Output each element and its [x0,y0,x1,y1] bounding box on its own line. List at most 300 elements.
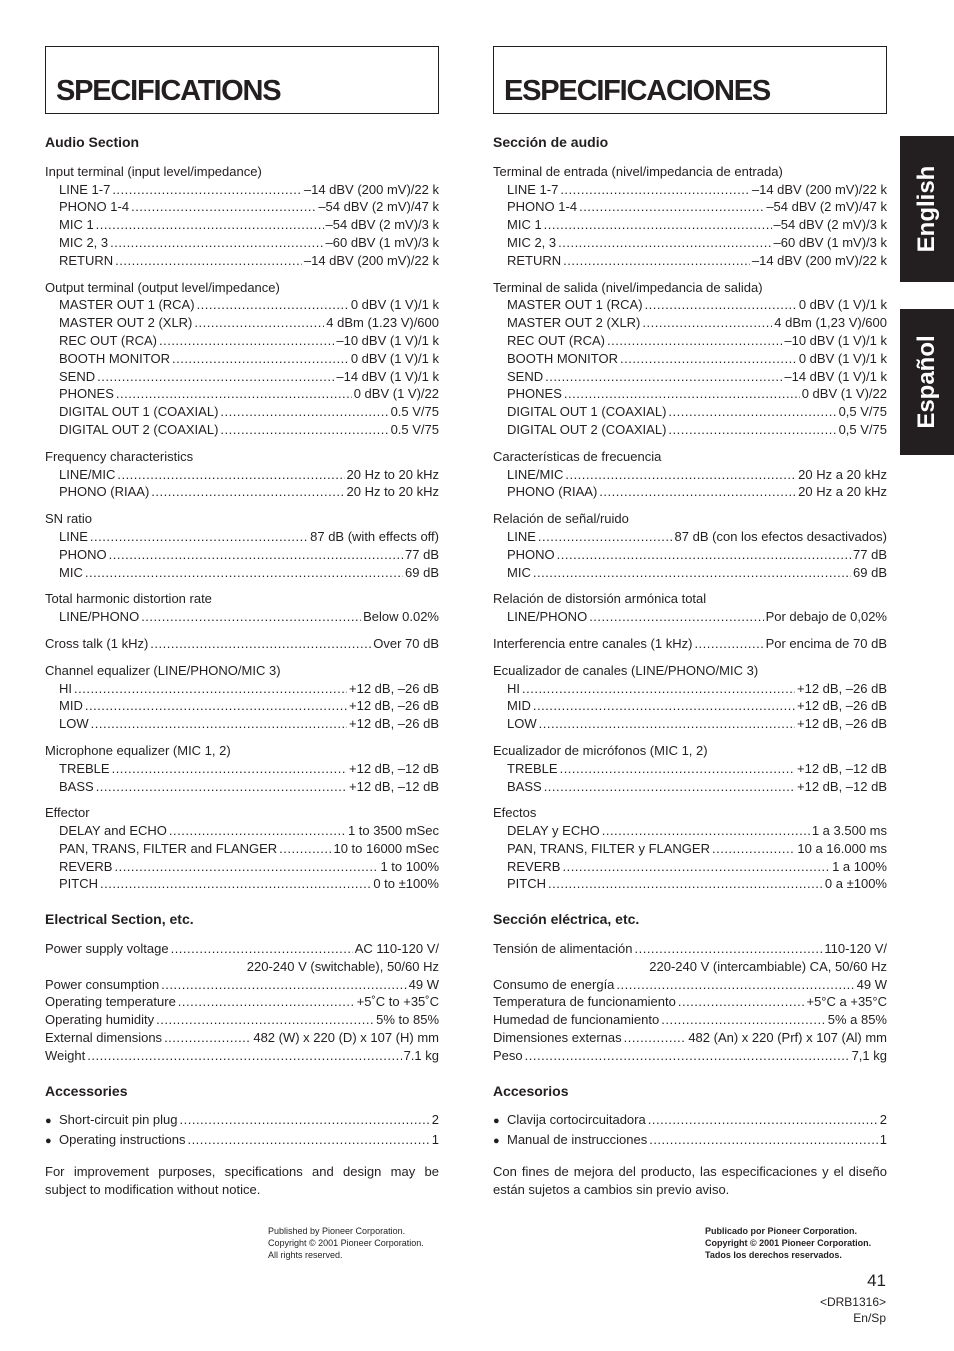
spec-label: DIGITAL OUT 1 (COAXIAL) [59,404,219,420]
spec-label: SEND [59,368,96,384]
spec-label: Clavija cortocircuitadora [507,1112,646,1128]
spec-row [45,181,439,199]
accessory-row [45,1111,439,1131]
group-heading: Output terminal (output level/impedance) [45,279,280,295]
spec-value: 77 dB [405,546,439,562]
section-heading: Electrical Section, etc. [45,911,194,928]
spec-value: –60 dBV (1 mV)/3 k [773,234,887,250]
publisher-note [705,1225,871,1261]
leader-dots [100,875,371,893]
spec-row [45,822,439,840]
spec-value: +12 dB, –26 dB [349,680,439,696]
spec-row [45,1029,439,1047]
spec-label: MASTER OUT 2 (XLR) [59,315,193,331]
spec-label: DIGITAL OUT 2 (COAXIAL) [507,421,667,437]
spec-label: REC OUT (RCA) [59,332,157,348]
section-heading: Accesorios [493,1082,569,1099]
spec-group [45,635,439,653]
spec-label: SEND [507,368,544,384]
bullet-icon: ● [493,1135,500,1148]
spec-group [493,635,887,653]
spec-value: +12 dB, –26 dB [349,698,439,714]
spec-row [45,314,439,332]
spec-row [45,483,439,501]
section-heading: Sección de audio [493,134,609,150]
spec-label: PHONO (RIAA) [507,484,598,500]
leader-dots [545,368,782,386]
spec-group [45,662,439,733]
spec-row [493,314,887,332]
leader-dots [620,350,797,368]
spec-label: Weight [45,1047,86,1063]
spec-label: Power consumption [45,976,160,992]
spec-label: Peso [493,1047,523,1063]
spec-value: –14 dBV (200 mV)/22 k [303,181,439,197]
leader-dots [539,715,795,733]
leader-dots [565,466,796,484]
spec-label: Temperatura de funcionamiento [493,994,676,1010]
spec-row [45,368,439,386]
spec-row [493,635,887,653]
spec-row [493,1047,887,1065]
spec-value: Over 70 dB [373,635,439,651]
leader-dots [533,564,851,582]
spec-row [493,368,887,386]
leader-dots [96,778,347,796]
spec-label: LOW [507,716,537,732]
leader-dots [85,564,403,582]
leader-dots [544,778,795,796]
group-heading: Terminal de salida (nivel/impedancia de salida) [493,279,763,295]
language-tab-label: Español [913,335,940,429]
spec-value: +5°C a +35°C [806,994,887,1010]
spec-row [45,840,439,858]
spec-value: –54 dBV (2 mV)/47 k [766,199,887,215]
spec-value: 0 dBV (1 V)/1 k [798,297,887,313]
spec-label: MID [59,698,83,714]
leader-dots [172,350,349,368]
leader-dots [564,385,800,403]
spec-row [45,234,439,252]
spec-value: 87 dB (with effects off) [310,528,439,544]
spec-group [45,1111,439,1151]
spec-value: 20 Hz to 20 kHz [346,466,439,482]
spec-row [493,350,887,368]
spec-value: 220-240 V (switchable), 50/60 Hz [246,958,439,974]
document-code [820,1294,886,1326]
leader-dots [557,546,851,564]
spec-row [45,332,439,350]
modification-note: For improvement purposes, specifications and design may be subject to modification without notice. [45,1164,439,1197]
spec-label: PHONO [507,546,555,562]
spec-row [493,546,887,564]
spec-label: TREBLE [59,760,110,776]
spec-row [493,697,887,715]
spec-group [45,804,439,893]
spec-value: 69 dB [853,564,887,580]
leader-dots [74,680,347,698]
leader-dots [112,760,347,778]
copyright-line: Copyright © 2001 Pioneer Corporation. [705,1238,872,1248]
spec-row-continuation [45,958,439,976]
leader-dots [161,976,406,994]
spec-row [493,483,887,501]
spec-label: Cross talk (1 kHz) [45,635,149,651]
spec-value: –10 dBV (1 V)/1 k [336,332,439,348]
spec-label: Manual de instrucciones [507,1132,648,1148]
leader-dots [115,252,302,270]
leader-dots [678,993,805,1011]
spec-row [45,385,439,403]
leader-dots [85,697,347,715]
rights-line: All rights reserved. [268,1250,343,1260]
leader-dots [116,385,352,403]
leader-dots [616,976,854,994]
spec-row [45,296,439,314]
spec-row [493,840,887,858]
spec-row [45,993,439,1011]
spec-row [493,940,887,958]
spec-row [45,216,439,234]
spec-label: DELAY y ECHO [507,823,600,839]
spec-row [493,252,887,270]
spec-value: 10 a 16.000 ms [797,840,887,856]
leader-dots [91,715,347,733]
spec-row [45,350,439,368]
spec-label: Power supply voltage [45,941,169,957]
language-tab-english [900,136,954,282]
spec-group [493,279,887,439]
spec-row [45,252,439,270]
spec-label: MASTER OUT 1 (RCA) [507,297,643,313]
group-heading: Efectos [493,805,537,821]
spec-body [493,114,887,1199]
spec-label: External dimensions [45,1030,163,1046]
spec-label: PHONO (RIAA) [59,484,150,500]
group-heading: Microphone equalizer (MIC 1, 2) [45,742,231,758]
spec-row [45,1047,439,1065]
spec-label: PHONO [59,546,107,562]
leader-dots [563,252,750,270]
doc-code: <DRB1316> [819,1295,886,1309]
leader-dots [694,635,763,653]
spec-value: 0.5 V/75 [390,404,439,420]
spec-value: +12 dB, –26 dB [797,680,887,696]
group-heading: Relación de señal/ruido [493,511,629,527]
spec-value: –14 dBV (200 mV)/22 k [751,252,887,268]
spec-group [45,742,439,795]
leader-dots [558,234,771,252]
accessory-row [493,1131,887,1151]
spec-value: 1 a 100% [832,858,887,874]
leader-dots [117,466,344,484]
spec-label: LINE 1-7 [507,181,559,197]
spec-value: 1 a 3.500 ms [811,823,887,839]
spec-value: 0 dBV (1 V)/1 k [350,350,439,366]
leader-dots [151,483,344,501]
spec-row [493,181,887,199]
english-column [45,46,439,1199]
spec-label: TREBLE [507,760,558,776]
spec-row-continuation [493,958,887,976]
spec-value: +12 dB, –26 dB [797,698,887,714]
leader-dots [579,198,764,216]
leader-dots [194,314,324,332]
spec-value: +12 dB, –26 dB [349,716,439,732]
spec-group [45,940,439,1065]
spec-value: Por encima de 70 dB [765,635,887,651]
spec-label: LINE/PHONO [507,609,588,625]
group-heading: Effector [45,805,90,821]
spec-row [493,760,887,778]
spec-row [493,198,887,216]
spec-row [493,778,887,796]
spec-value: AC 110-120 V/ [354,941,439,957]
spec-label: BOOTH MONITOR [59,350,170,366]
spec-value: 69 dB [405,564,439,580]
spec-label: LINE [507,528,536,544]
leader-dots [109,546,403,564]
spec-label: PHONES [59,386,114,402]
leader-dots [544,216,772,234]
leader-dots [538,528,673,546]
spec-value: 0,5 V/75 [838,421,887,437]
leader-dots [220,403,388,421]
leader-dots [156,1011,374,1029]
spec-value: 7.1 kg [403,1047,439,1063]
spec-label: BASS [507,778,542,794]
spec-row [45,1011,439,1029]
spec-row [493,875,887,893]
spec-group [493,590,887,626]
spec-value: 1 [431,1132,439,1148]
leader-dots [178,993,355,1011]
leader-dots [589,608,763,626]
spec-row [45,608,439,626]
spec-value: 1 to 100% [380,858,439,874]
spec-row [493,528,887,546]
spec-row [45,715,439,733]
leader-dots [648,1111,878,1129]
spec-label: HI [507,680,520,696]
group-heading: Channel equalizer (LINE/PHONO/MIC 3) [45,662,281,678]
spec-row [45,760,439,778]
spec-row [493,296,887,314]
leader-dots [525,1047,850,1065]
spec-label: PITCH [59,876,98,892]
spec-value: 0 to ±100% [373,876,439,892]
spec-value: 10 to 16000 mSec [333,840,439,856]
leader-dots [87,1047,401,1065]
publisher-line: Publicado por Pioneer Corporation. [705,1226,858,1236]
spec-row [45,528,439,546]
leader-dots [114,858,378,876]
group-heading: Ecualizador de canales (LINE/PHONO/MIC 3) [493,662,759,678]
spec-value: –60 dBV (1 mV)/3 k [325,234,439,250]
spec-label: DELAY and ECHO [59,823,167,839]
page-title: SPECIFICATIONS [56,75,281,107]
spec-value: Below 0.02% [363,609,439,625]
leader-dots [131,198,316,216]
spec-value: 0.5 V/75 [390,421,439,437]
spec-label: Operating temperature [45,994,176,1010]
spec-value: +12 dB, –12 dB [349,760,439,776]
spec-value: –14 dBV (200 mV)/22 k [751,181,887,197]
leader-dots [661,1011,826,1029]
spec-label: MASTER OUT 2 (XLR) [507,315,641,331]
spec-row [45,778,439,796]
spec-value: 1 to 3500 mSec [347,823,439,839]
spec-value: 0 dBV (1 V)/1 k [350,297,439,313]
spec-value: 110-120 V/ [824,941,887,957]
spec-row [493,385,887,403]
group-heading: SN ratio [45,511,92,527]
spec-label: LINE [59,528,88,544]
leader-dots [522,680,795,698]
spec-row [493,564,887,582]
leader-dots [110,234,323,252]
spec-value: +12 dB, –12 dB [797,778,887,794]
spec-value: 2 [431,1112,439,1128]
page-number: 41 [867,1271,886,1290]
leader-dots [634,940,822,958]
spec-label: RETURN [507,252,562,268]
leader-dots [164,1029,251,1047]
spec-value: –54 dBV (2 mV)/47 k [318,199,439,215]
spec-label: LOW [59,716,89,732]
leader-dots [602,822,810,840]
spec-value: +5˚C to +35˚C [356,994,439,1010]
spec-label: DIGITAL OUT 2 (COAXIAL) [59,421,219,437]
group-heading: Frequency characteristics [45,448,194,464]
spec-row [493,466,887,484]
spec-value: 77 dB [853,546,887,562]
spec-label: MIC 1 [59,217,94,233]
accessory-row [45,1131,439,1151]
spec-label: BOOTH MONITOR [507,350,618,366]
spec-row [493,680,887,698]
spec-value: 5% to 85% [376,1012,439,1028]
leader-dots [649,1131,878,1149]
spec-value: 482 (W) x 220 (D) x 107 (H) mm [253,1030,439,1046]
leader-dots [197,296,349,314]
spec-label: LINE/MIC [507,466,564,482]
spec-row [493,993,887,1011]
spec-label: MIC 1 [507,217,542,233]
leader-dots [150,635,371,653]
leader-dots [220,421,388,439]
spec-group [493,940,887,1065]
spec-label: MIC [59,564,83,580]
spec-group [493,804,887,893]
spec-label: PAN, TRANS, FILTER y FLANGER [507,840,710,856]
spec-value: 20 Hz to 20 kHz [346,484,439,500]
spec-value: 0 dBV (1 V)/1 k [798,350,887,366]
publisher-note [268,1225,424,1261]
leader-dots [279,840,331,858]
spec-value: 7,1 kg [851,1047,887,1063]
spec-value: 1 [879,1132,887,1148]
leader-dots [712,840,795,858]
spec-value: –10 dBV (1 V)/1 k [784,332,887,348]
leader-dots [624,1029,687,1047]
spec-label: BASS [59,778,94,794]
spec-value: –14 dBV (1 V)/1 k [336,368,439,384]
spec-value: Por debajo de 0,02% [765,609,887,625]
section-heading: Accessories [45,1082,128,1099]
spec-group [493,1111,887,1151]
spec-label: Operating humidity [45,1012,155,1028]
spec-value: 87 dB (con los efectos desactivados) [674,528,887,544]
group-heading: Total harmonic distortion rate [45,591,212,607]
spec-value: 4 dBm (1,23 V)/600 [774,315,887,331]
language-tab-espanol [900,309,954,455]
leader-dots [97,368,334,386]
spec-label: MASTER OUT 1 (RCA) [59,297,195,313]
spec-group [45,590,439,626]
spec-row [493,216,887,234]
spec-label: MIC [507,564,531,580]
spec-label: LINE/PHONO [59,609,140,625]
spec-value: –54 dBV (2 mV)/3 k [773,217,887,233]
spec-value: 0 dBV (1 V)/22 [353,386,439,402]
spec-row [45,858,439,876]
spec-group [493,163,887,270]
spec-value: +12 dB, –26 dB [797,716,887,732]
spec-row [45,546,439,564]
spanish-column [493,46,887,1199]
spec-label: Interferencia entre canales (1 kHz) [493,635,693,651]
spec-label: MID [507,698,531,714]
title-box [493,46,887,114]
spec-value: 2 [879,1112,887,1128]
spec-value: 482 (An) x 220 (Prf) x 107 (Al) mm [688,1030,887,1046]
leader-dots [548,875,823,893]
group-heading: Input terminal (input level/impedance) [45,163,262,179]
rights-line: Tados los derechos reservados. [705,1250,842,1260]
spec-label: REVERB [507,858,561,874]
spec-group [493,448,887,501]
spec-group [493,510,887,581]
spec-label: DIGITAL OUT 1 (COAXIAL) [507,404,667,420]
spec-value: +12 dB, –12 dB [797,760,887,776]
copyright-line: Copyright © 2001 Pioneer Corporation. [268,1238,424,1248]
spec-label: REVERB [59,858,113,874]
spec-value: –54 dBV (2 mV)/3 k [325,217,439,233]
spec-row [493,421,887,439]
bullet-icon: ● [45,1115,52,1128]
leader-dots [560,760,795,778]
spec-value: –14 dBV (200 mV)/22 k [303,252,439,268]
leader-dots [112,181,302,199]
spec-value: 20 Hz a 20 kHz [798,466,887,482]
spec-label: Consumo de energía [493,976,615,992]
group-heading: Ecualizador de micrófonos (MIC 1, 2) [493,742,708,758]
spec-row [493,976,887,994]
group-heading: Relación de distorsión armónica total [493,591,707,607]
spec-group [45,279,439,439]
spec-group [493,742,887,795]
page-title: ESPECIFICACIONES [504,75,771,107]
spec-row [45,697,439,715]
leader-dots [90,528,308,546]
leader-dots [562,858,830,876]
bullet-icon: ● [493,1115,500,1128]
spec-value: 20 Hz a 20 kHz [798,484,887,500]
spec-label: LINE/MIC [59,466,116,482]
leader-dots [560,181,750,199]
leader-dots [642,314,772,332]
